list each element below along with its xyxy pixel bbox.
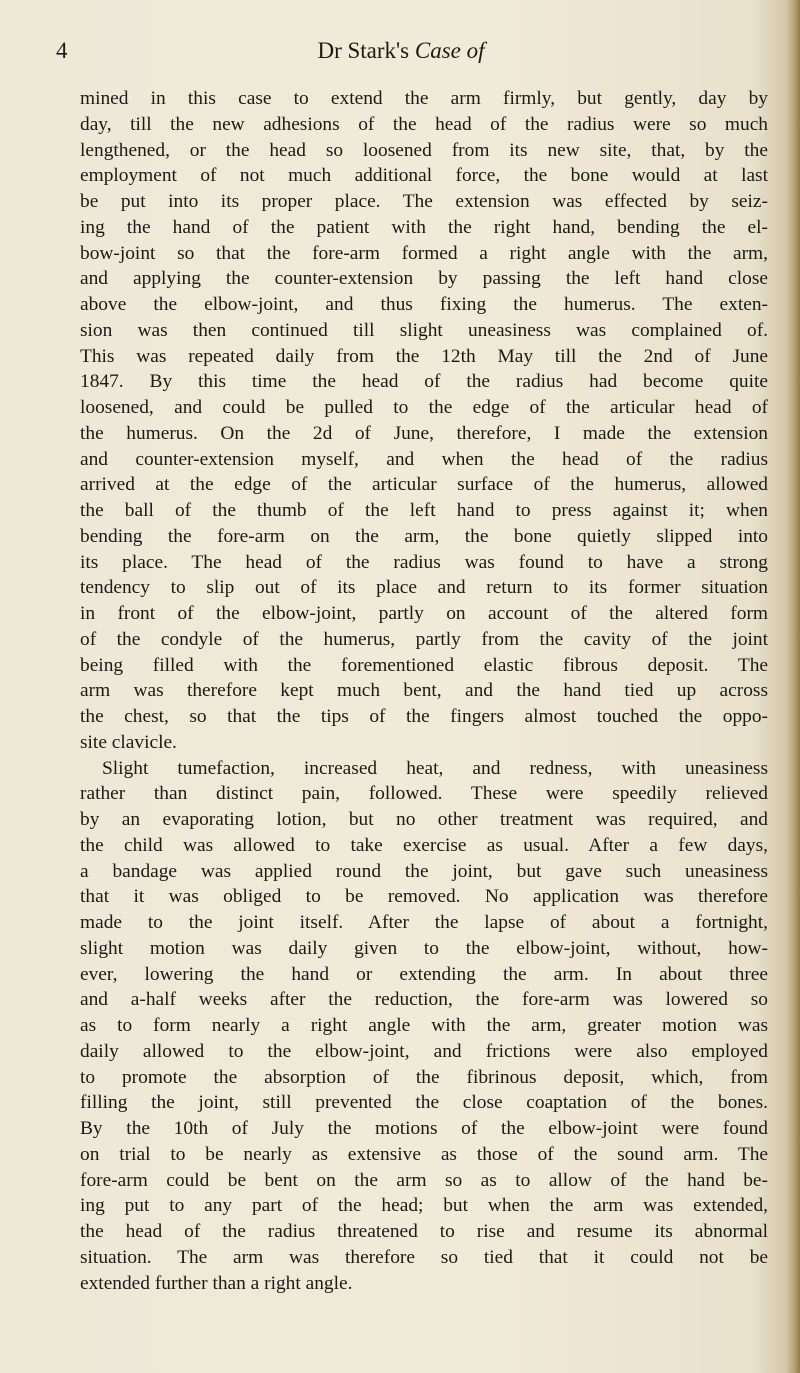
text-line: above the elbow-joint, and thus fixing the humerus. The exten- [80, 294, 768, 315]
text-line: be put into its proper place. The extension was effected by seiz- [80, 191, 768, 212]
text-line: daily allowed to the elbow-joint, and frictions were also employed [80, 1040, 768, 1062]
text-line: rather than distinct pain, followed. These were speedily relieved [80, 783, 768, 805]
text-line: the child was allowed to take exercise as usual. After a few days, [80, 834, 768, 856]
text-line: and a-half weeks after the reduction, the fore-arm was lowered so [80, 989, 768, 1011]
text-line: the chest, so that the tips of the fingers almost touched the oppo- [80, 706, 768, 727]
text-line: ever, lowering the hand or extending the arm. In about three [80, 963, 768, 985]
text-line: situation. The arm was therefore so tied that it could not be [80, 1246, 768, 1268]
page-number: 4 [56, 38, 68, 63]
text-line: in front of the elbow-joint, partly on account of the altered form [80, 603, 768, 624]
text-line: site clavicle. [80, 731, 177, 753]
text-line: the humerus. On the 2d of June, therefore, I made the extension [80, 422, 768, 444]
text-line: arrived at the edge of the articular surface of the humerus, allowed [80, 474, 768, 496]
text-line: ing the hand of the patient with the right hand, bending the el- [80, 216, 768, 238]
text-line: By the 10th of July the motions of the elbow-joint were found [80, 1118, 768, 1139]
text-line: bow-joint so that the fore-arm formed a right angle with the arm, [80, 242, 768, 264]
text-line: of the condyle of the humerus, partly from the cavity of the joint [80, 628, 768, 650]
text-line: 1847. By this time the head of the radius had become quite [80, 371, 768, 393]
text-line: This was repeated daily from the 12th May till the 2nd of June [80, 345, 768, 367]
page-edge-shadow [786, 0, 800, 1373]
text-line: ing put to any part of the head; but when the arm was extended, [80, 1195, 768, 1217]
text-line: bending the fore-arm on the arm, the bone quietly slipped into [80, 525, 768, 547]
text-line: employment of not much additional force, the bone would at last [80, 165, 768, 187]
running-head-author: Dr Stark's [317, 38, 410, 63]
text-line: sion was then continued till slight uneasiness was complained of. [80, 319, 768, 341]
text-line: a bandage was applied round the joint, but gave such uneasiness [80, 860, 768, 882]
text-line: and counter-extension myself, and when the head of the radius [80, 448, 768, 470]
text-line: on trial to be nearly as extensive as those of the sound arm. The [80, 1143, 768, 1165]
text-line: that it was obliged to be removed. No application was therefore [80, 886, 768, 908]
text-line: arm was therefore kept much bent, and the hand tied up across [80, 680, 768, 702]
text-line: fore-arm could be bent on the arm so as to allow of the hand be- [80, 1169, 768, 1191]
text-line: extended further than a right angle. [80, 1272, 353, 1294]
text-line: made to the joint itself. After the lapse of about a fortnight, [80, 912, 768, 933]
text-line: Slight tumefaction, increased heat, and redness, with uneasiness [102, 757, 768, 779]
text-line: loosened, and could be pulled to the edge of the articular head of [80, 397, 768, 418]
running-head [56, 38, 746, 64]
text-line: the ball of the thumb of the left hand to press against it; when [80, 500, 768, 521]
text-line: slight motion was daily given to the elbow-joint, without, how- [80, 937, 768, 959]
page-header [56, 38, 746, 68]
text-line: mined in this case to extend the arm firmly, but gently, day by [80, 88, 768, 109]
running-head-title: Case of [414, 38, 485, 63]
body-text [80, 86, 768, 1296]
text-line: by an evaporating lotion, but no other treatment was required, and [80, 809, 768, 830]
text-line: the head of the radius threatened to rise and resume its abnormal [80, 1221, 768, 1242]
text-line: filling the joint, still prevented the close coaptation of the bones. [80, 1092, 768, 1114]
text-line: day, till the new adhesions of the head of the radius were so much [80, 113, 768, 135]
text-line: its place. The head of the radius was found to have a strong [80, 551, 768, 573]
text-line: to promote the absorption of the fibrinous deposit, which, from [80, 1066, 768, 1088]
text-line: as to form nearly a right angle with the arm, greater motion was [80, 1015, 768, 1036]
text-line: and applying the counter-extension by passing the left hand close [80, 268, 768, 290]
text-line: tendency to slip out of its place and return to its former situation [80, 577, 768, 599]
text-line: being filled with the forementioned elastic fibrous deposit. The [80, 654, 768, 676]
text-line: lengthened, or the head so loosened from its new site, that, by the [80, 139, 768, 161]
